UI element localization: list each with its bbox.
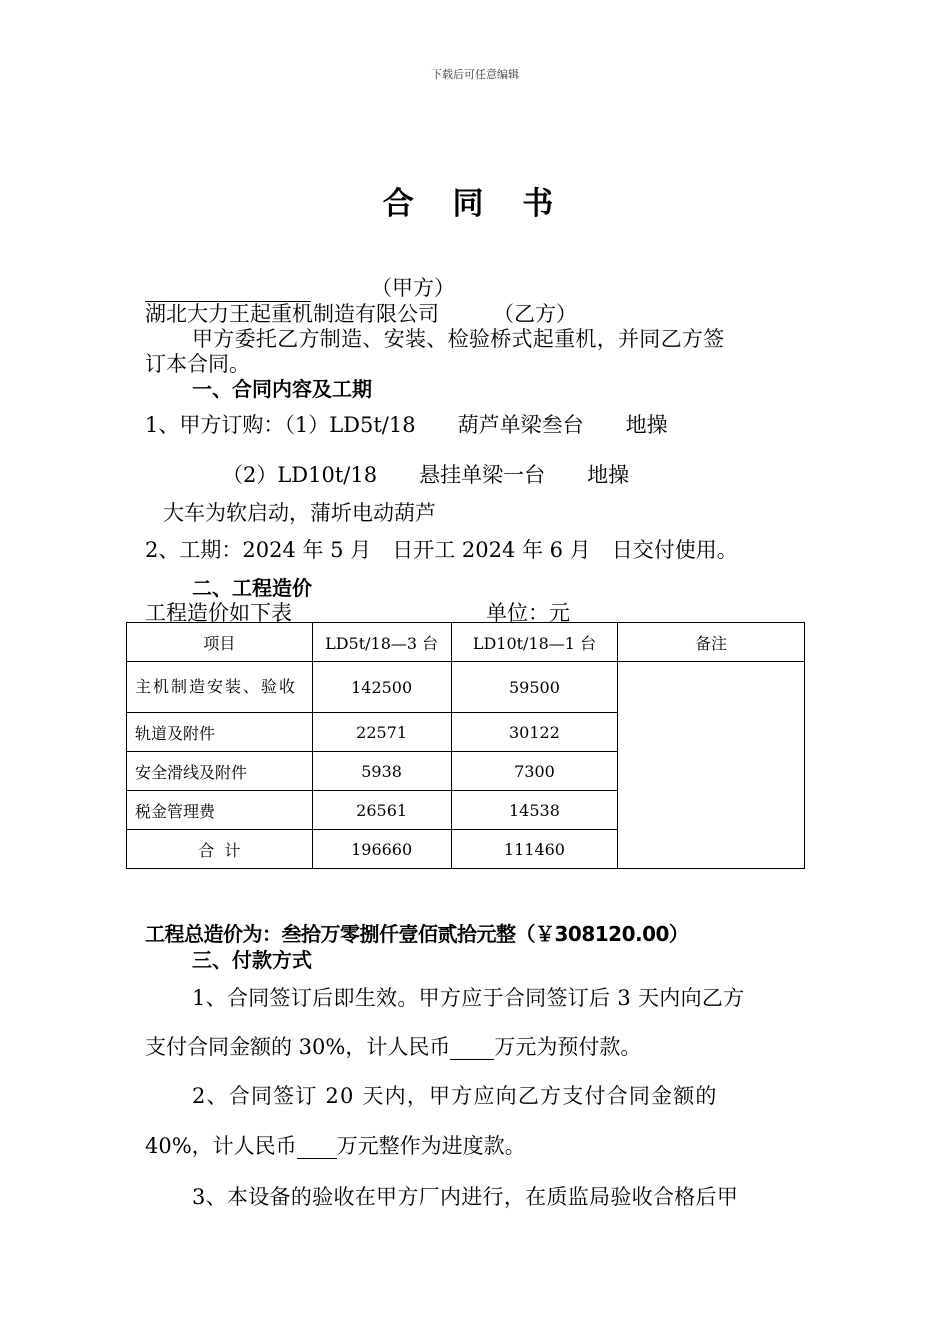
order-line-1: 1、甲方订购：（1）LD5t/18 葫芦单梁叁台 地操	[145, 413, 668, 437]
cost-table	[126, 622, 805, 869]
remarks-cell	[618, 662, 805, 869]
item-cell: 税金管理费	[127, 791, 313, 830]
ld5-cell: 142500	[312, 662, 451, 713]
progress-payment-amount-field[interactable]	[297, 1134, 337, 1159]
ld10-cell: 30122	[451, 713, 618, 752]
ld5-cell: 26561	[312, 791, 451, 830]
payment-2-line-2	[145, 1130, 526, 1160]
table-header-cell: LD10t/18—1 台	[451, 623, 618, 662]
ld5-cell: 196660	[312, 830, 451, 869]
payment-3-line-1: 3、本设备的验收在甲方厂内进行，在质监局验收合格后甲	[192, 1185, 739, 1209]
payment-2-text-a: 40%，计人民币	[145, 1134, 297, 1158]
payment-1-line-1: 1、合同签订后即生效。甲方应于合同签订后 3 天内向乙方	[192, 986, 745, 1010]
ld10-cell: 7300	[451, 752, 618, 791]
page-title: 合 同 书	[382, 186, 568, 222]
party-b-name: 湖北大力王起重机制造有限公司	[145, 302, 439, 326]
ld10-cell: 111460	[451, 830, 618, 869]
item-cell: 主机制造安装、验收	[127, 662, 313, 713]
table-header-cell: 项目	[127, 623, 313, 662]
ld10-cell: 59500	[451, 662, 618, 713]
payment-1-text-a: 支付合同金额的 30%，计人民币	[145, 1035, 451, 1059]
table-header-cell: 备注	[618, 623, 805, 662]
section3-heading: 三、付款方式	[192, 948, 312, 972]
payment-2-text-b: 万元整作为进度款。	[336, 1134, 526, 1158]
schedule-line: 2、工期：2024 年 5 月 日开工 2024 年 6 月 日交付使用。	[145, 538, 738, 562]
party-a-label: （甲方）	[371, 276, 455, 300]
intro-line-1: 甲方委托乙方制造、安装、检验桥式起重机，并同乙方签	[192, 327, 725, 351]
unit-label: 单位：元	[486, 601, 570, 625]
table-header-cell: LD5t/18—3 台	[312, 623, 451, 662]
payment-2-line-1: 2、合同签订 20 天内，甲方应向乙方支付合同金额的	[192, 1084, 718, 1108]
header-note: 下载后可任意编辑	[431, 68, 519, 81]
ld5-cell: 5938	[312, 752, 451, 791]
total-price: 工程总造价为：叁拾万零捌仟壹佰贰拾元整（￥308120.00）	[145, 922, 689, 946]
party-b-label: （乙方）	[493, 302, 577, 326]
ld5-cell: 22571	[312, 713, 451, 752]
section1-heading: 一、合同内容及工期	[192, 377, 372, 401]
payment-1-line-2	[145, 1031, 641, 1061]
section2-heading: 二、工程造价	[192, 576, 312, 600]
table-row	[127, 662, 805, 713]
intro-line-2: 订本合同。	[145, 352, 250, 376]
cost-intro: 工程造价如下表	[145, 601, 292, 625]
payment-1-text-b: 万元为预付款。	[494, 1035, 642, 1059]
order-line-3: 大车为软启动，蒲圻电动葫芦	[163, 501, 436, 525]
table-header-row	[127, 623, 805, 662]
total-label-cell: 合 计	[127, 830, 313, 869]
ld10-cell: 14538	[451, 791, 618, 830]
order-line-2: （2）LD10t/18 悬挂单梁一台 地操	[222, 463, 630, 487]
prepayment-amount-field[interactable]	[450, 1035, 494, 1060]
item-cell: 安全滑线及附件	[127, 752, 313, 791]
item-cell: 轨道及附件	[127, 713, 313, 752]
